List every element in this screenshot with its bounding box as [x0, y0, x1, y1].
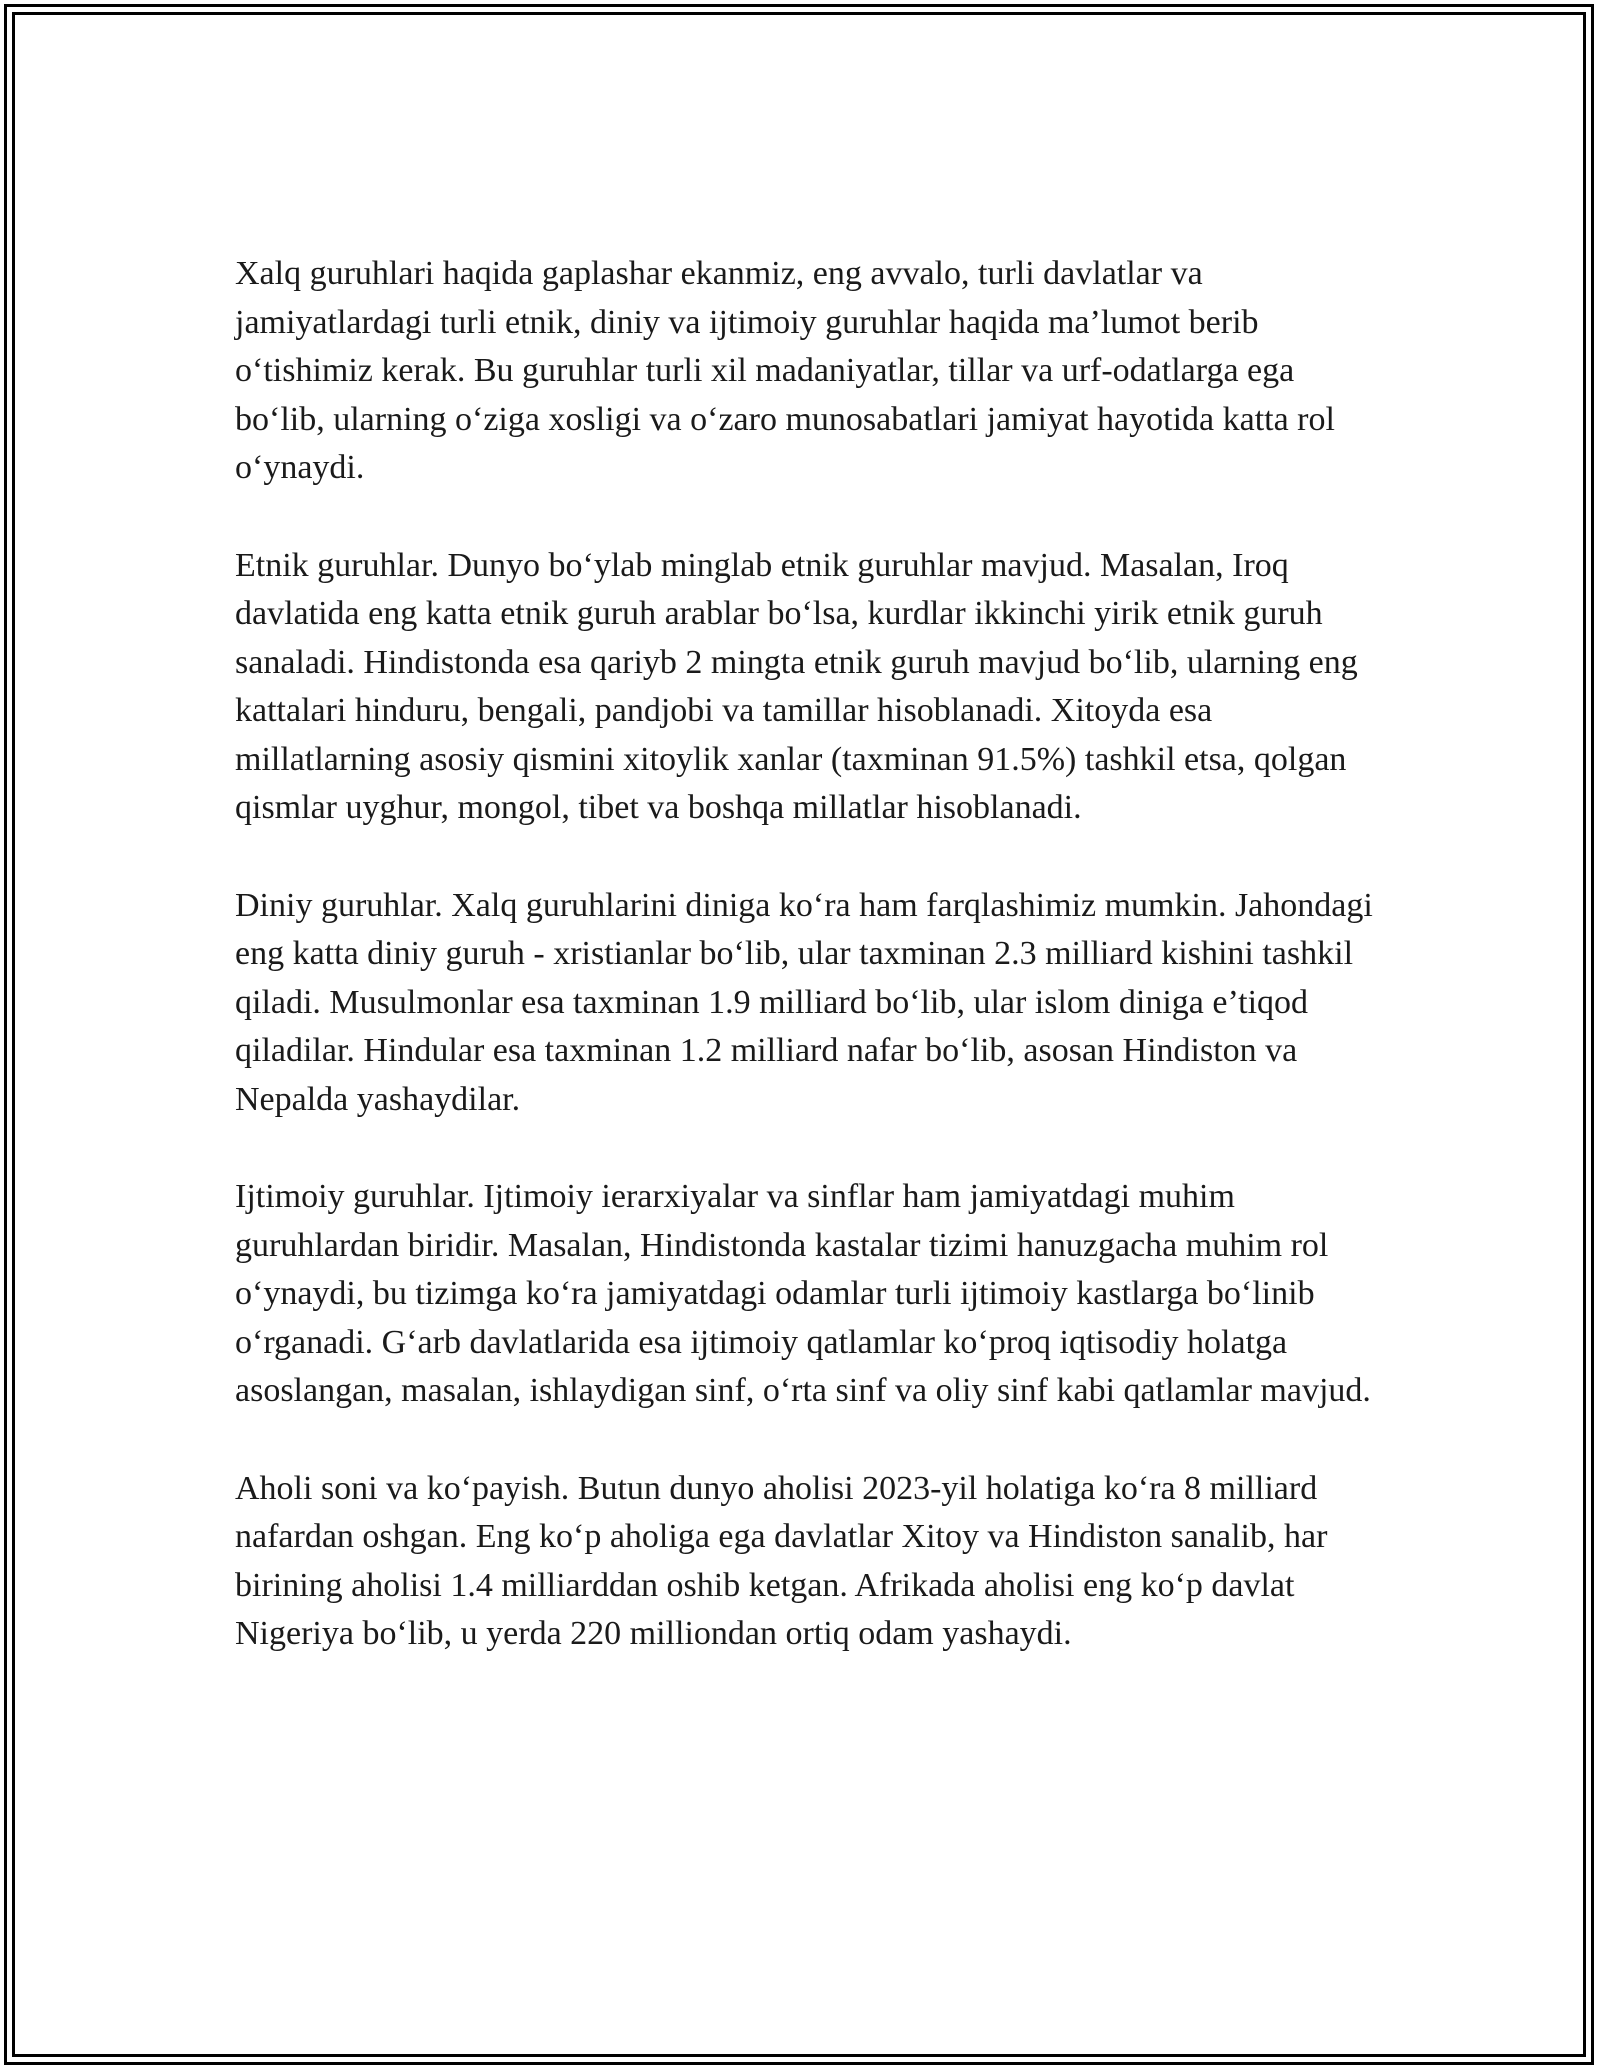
- paragraph-ethnic-groups: Etnik guruhlar. Dunyo bo‘ylab minglab etnik guruhlar mavjud. Masalan, Iroq davlatida eng katta etnik guruh arablar bo‘lsa, kurdlar ikkinchi yirik etnik guruh sanaladi. Hindistonda esa qariyb 2 mingta etnik guruh mavjud bo‘lib, ularning eng kattalari hinduru, bengali, pandjobi va tamillar hisoblanadi. Xitoyda esa millatlarning asosiy qismini xitoylik xanlar (taxminan 91.5%) tashkil etsa, qolgan qismlar uyghur, mongol, tibet va boshqa millatlar hisoblanadi.: [235, 546, 1358, 826]
- document-body: [235, 250, 1375, 1708]
- paragraph-social-groups: Ijtimoiy guruhlar. Ijtimoiy ierarxiyalar va sinflar ham jamiyatdagi muhim guruhlardan biridir. Masalan, Hindistonda kastalar tizimi hanuzgacha muhim rol o‘ynaydi, bu tizimga ko‘ra jamiyatdagi odamlar turli ijtimoiy kastlarga bo‘linib o‘rganadi. G‘arb davlatlarida esa ijtimoiy qatlamlar ko‘proq iqtisodiy holatga asoslangan, masalan, ishlaydigan sinf, o‘rta sinf va oliy sinf kabi qatlamlar mavjud.: [235, 1178, 1371, 1409]
- paragraph-population: Aholi soni va ko‘payish. Butun dunyo aholisi 2023-yil holatiga ko‘ra 8 milliard nafardan oshgan. Eng ko‘p aholiga ega davlatlar Xitoy va Hindiston sanalib, har birining aholisi 1.4 milliarddan oshib ketgan. Afrikada aholisi eng ko‘p davlat Nigeriya bo‘lib, u yerda 220 milliondan ortiq odam yashaydi.: [235, 1469, 1328, 1652]
- paragraph-intro: Xalq guruhlari haqida gaplashar ekanmiz, eng avvalo, turli davlatlar va jamiyatlardagi turli etnik, diniy va ijtimoiy guruhlar haqida ma’lumot berib o‘tishimiz kerak. Bu guruhlar turli xil madaniyatlar, tillar va urf-odatlarga ega bo‘lib, ularning o‘ziga xosligi va o‘zaro munosabatlari jamiyat hayotida katta rol o‘ynaydi.: [235, 255, 1335, 486]
- paragraph-religious-groups: Diniy guruhlar. Xalq guruhlarini diniga ko‘ra ham farqlashimiz mumkin. Jahondagi eng katta diniy guruh - xristianlar bo‘lib, ular taxminan 2.3 milliard kishini tashkil qiladi. Musulmonlar esa taxminan 1.9 milliard bo‘lib, ular islom diniga e’tiqod qiladilar. Hindular esa taxminan 1.2 milliard nafar bo‘lib, asosan Hindiston va Nepalda yashaydilar.: [235, 886, 1373, 1118]
